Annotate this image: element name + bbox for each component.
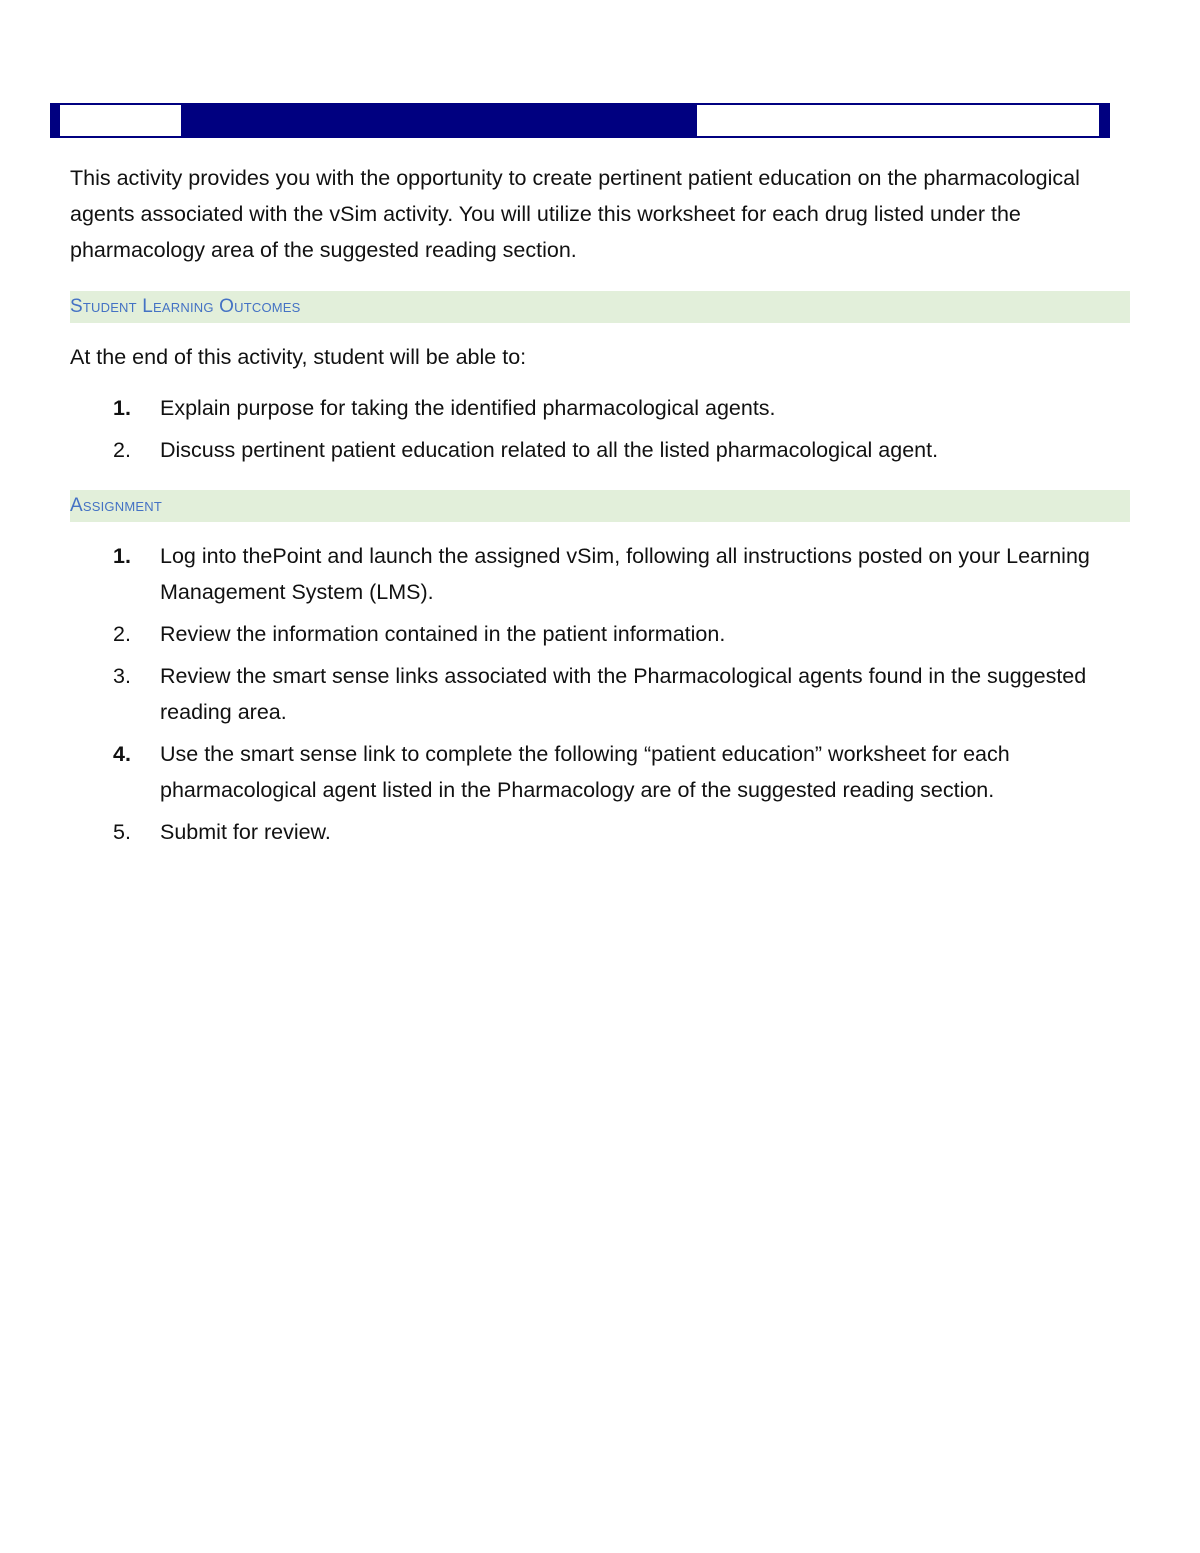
- section-heading-outcomes: Student Learning Outcomes: [70, 291, 1130, 323]
- list-number: 1.: [113, 544, 131, 568]
- list-text: Log into thePoint and launch the assigned vSim, following all instructions posted on your Learning Management System (LMS).: [160, 544, 1090, 604]
- list-number: 5.: [113, 820, 131, 844]
- list-item: [70, 736, 1130, 808]
- list-number: 3.: [113, 664, 131, 688]
- list-text: Use the smart sense link to complete the following “patient education” worksheet for each pharmacological agent listed in the Pharmacology are of the suggested reading section.: [160, 742, 1010, 802]
- list-text: Review the information contained in the patient information.: [160, 622, 726, 646]
- list-text: Discuss pertinent patient education related to all the listed pharmacological agent.: [160, 438, 939, 462]
- list-text: Submit for review.: [160, 820, 331, 844]
- list-item: [70, 814, 1130, 850]
- list-text: Review the smart sense links associated with the Pharmacological agents found in the suggested reading area.: [160, 664, 1087, 724]
- list-text: Explain purpose for taking the identified pharmacological agents.: [160, 396, 776, 420]
- list-number: 2.: [113, 622, 131, 646]
- intro-paragraph: This activity provides you with the opportunity to create pertinent patient education on the pharmacological agents associated with the vSim activity. You will utilize this worksheet for each drug listed under the pharmacology area of the suggested reading section.: [70, 166, 1080, 262]
- header-left-box: [60, 105, 181, 136]
- section-heading-assignment: Assignment: [70, 490, 1130, 522]
- list-number: 1.: [113, 396, 131, 420]
- assignment-list: [70, 538, 1130, 856]
- list-item: [70, 390, 1130, 426]
- header-right-box: [697, 105, 1099, 136]
- list-number: 4.: [113, 742, 131, 766]
- list-item: [70, 616, 1130, 652]
- outcomes-list: [70, 390, 1130, 474]
- list-number: 2.: [113, 438, 131, 462]
- list-item: [70, 538, 1130, 610]
- list-item: [70, 658, 1130, 730]
- list-item: [70, 432, 1130, 468]
- header-bar: [50, 103, 1110, 138]
- outcomes-lead: At the end of this activity, student will be able to:: [70, 345, 527, 369]
